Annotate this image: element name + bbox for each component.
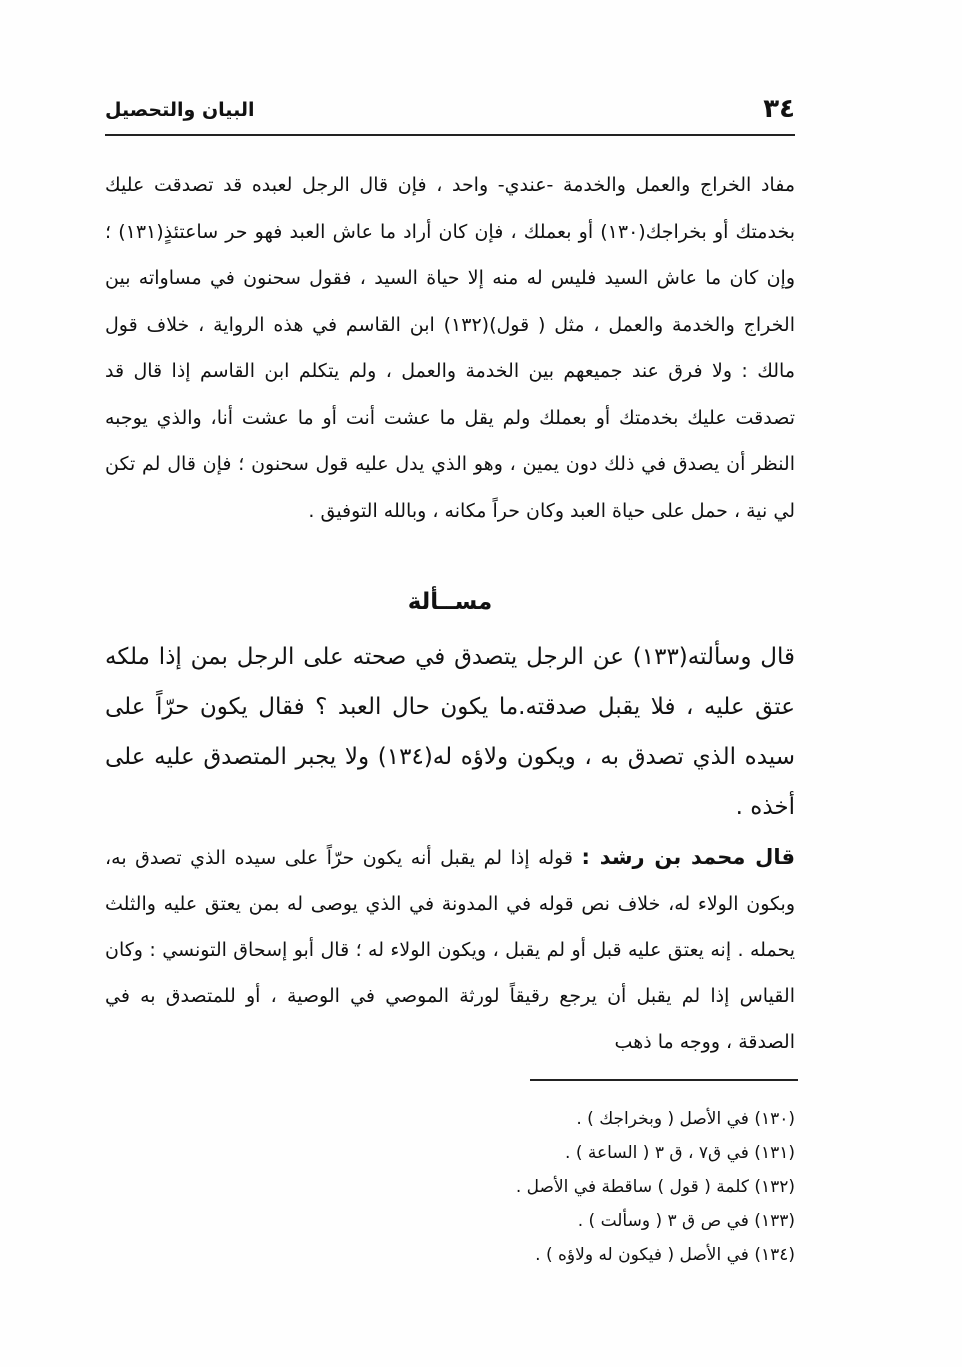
footnote-134: (١٣٤) في الأصل ( فيكون له ولاؤه ) . — [535, 1245, 795, 1265]
footnote-131: (١٣١) في ق٧ ، ق ٣ ( الساعة ) . — [565, 1143, 795, 1163]
body-paragraph-3 — [105, 834, 795, 1065]
paragraph-3-text: قوله إذا لم يقبل أنه يكون حرّاً على سيده الذي تصدق به، وبكون الولاء له، خلاف نص قوله في المدونة في الذي يوصى له بمن يعتق عليه والثلث يحمله . إنه يعتق عليه قبل أو لم يقبل ، ويكون الولاء له ؛ قال أبو إسحاق التونسي : وكان القياس إذا لم يقبل أن يرجع رقيقاً لورثة الموصي في الوصية ، أو للمتصدق به في الصدقة ، ووجه ما ذهب — [105, 847, 795, 1053]
body-paragraph-1: مفاد الخراج والعمل والخدمة -عندي- واحد ، فإن قال الرجل لعبده قد تصدقت عليك بخدمتك أو بخراجك(١٣٠) أو بعملك ، فإن كان أراد ما عاش العبد فهو حر ساعتئذٍ(١٣١) ؛ وإن كان ما عاش السيد فليس له منه إلا حياة السيد ، فقول سحنون في مساواته بين الخراج والخدمة والعمل ، مثل ( قول)(١٣٢) ابن القاسم في هذه الرواية ، خلاف قول مالك : ولا فرق عند جميعهم بين الخدمة والعمل ، ولم يتكلم ابن القاسم إذا قال قد تصدقت عليك بخدمتك أو بعملك ولم يقل ما عشت أنت أو ما عشت أنا، والذي يوجبه النظر أن يصدق في ذلك دون يمين ، وهو الذي يدل عليه قول سحنون ؛ فإن قال لم تكن لي نية ، حمل على حياة العبد وكان حراً مكانه ، وبالله التوفيق . — [105, 174, 795, 522]
header-rule — [105, 134, 795, 136]
footnotes-list — [105, 1102, 795, 1272]
running-title: البيان والتحصيل — [105, 99, 255, 121]
footnote-133: (١٣٣) في ص ق ٣ ( وسألت ) . — [577, 1211, 795, 1231]
page-header — [105, 92, 795, 132]
page-number: ٣٤ — [763, 94, 795, 124]
section-title: مســألة — [407, 589, 493, 615]
speaker-label: قال محمد بن رشد : — [581, 845, 795, 869]
footnote-132: (١٣٢) كلمة ( قول ) ساقطة في الأصل . — [515, 1177, 795, 1197]
body-paragraph-2: قال وسألته(١٣٣) عن الرجل يتصدق في صحته على الرجل بمن إذا ملكه عتق عليه ، فلا يقبل صدقته.ما يكون حال العبد ؟ فقال يكون حرّاً على سيده الذي تصدق به ، ويكون ولاؤه له(١٣٤) ولا يجبر المتصدق عليه على أخذه . — [105, 644, 795, 820]
footnote-130: (١٣٠) في الأصل ( وبخراجك ) . — [576, 1109, 795, 1129]
footnote-rule — [530, 1079, 798, 1081]
